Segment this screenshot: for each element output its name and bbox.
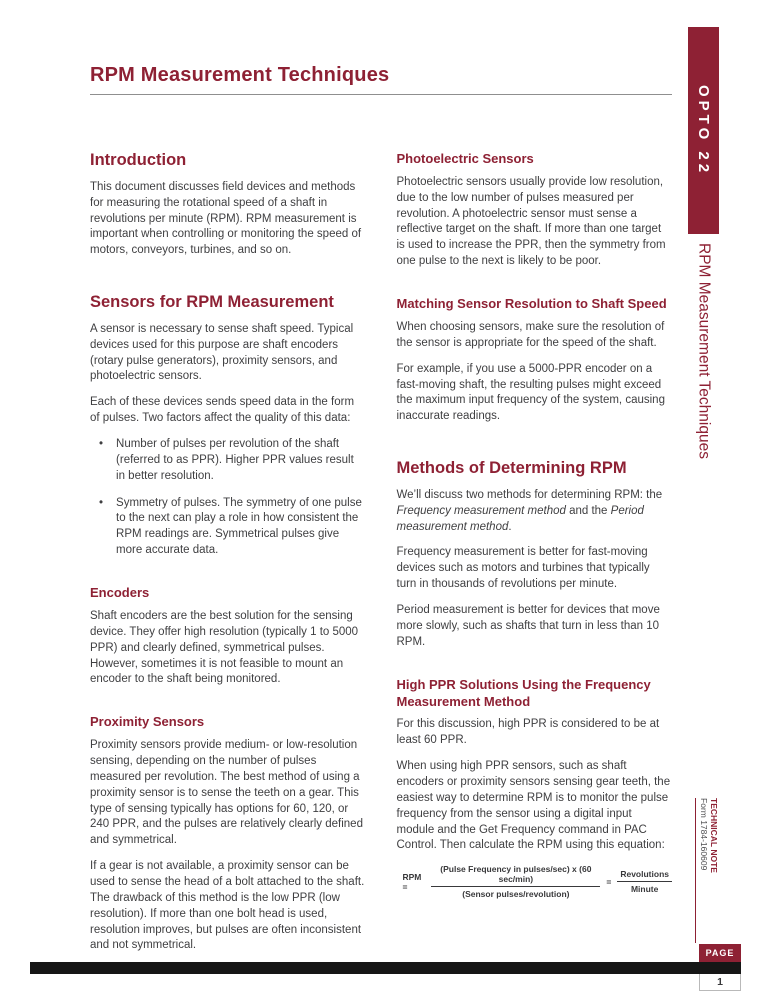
- page-title: RPM Measurement Techniques: [90, 64, 390, 86]
- section-heading: Introduction: [90, 151, 187, 169]
- equation-denominator: (Sensor pulses/revolution): [462, 889, 570, 900]
- paragraph: Each of these devices sends speed data in the form of pulses. Two factors affect the quality of this data:: [90, 396, 355, 425]
- text-segment: and the: [565, 504, 611, 517]
- section-heading: High PPR Solutions Using the Frequency Measurement Method: [396, 676, 651, 709]
- section-heading: Methods of Determining RPM: [396, 459, 627, 478]
- technical-note-label: TECHNICAL NOTE: [709, 798, 719, 873]
- section-matching-resolution: [397, 296, 673, 425]
- paragraph: For example, if you use a 5000-PPR encoder on a fast-moving shaft, the resulting pulses might exceed the maximum input frequency of the system, causing inaccurate readings.: [396, 362, 665, 423]
- section-high-ppr-solutions: [397, 677, 673, 900]
- title-rule: [90, 94, 672, 95]
- bullet-item: [99, 496, 366, 559]
- section-heading: Encoders: [90, 585, 150, 601]
- section-encoders: [90, 585, 366, 688]
- section-heading: Photoelectric Sensors: [396, 151, 534, 166]
- section-sensors: [90, 293, 366, 559]
- text-segment-italic: Period measurement method: [396, 504, 644, 533]
- two-column-layout: [90, 151, 672, 964]
- equation-fraction-1: [431, 864, 600, 899]
- paragraph: When choosing sensors, make sure the resolution of the sensor is appropriate for the speed of the shaft.: [396, 320, 665, 349]
- section-introduction: [90, 151, 366, 259]
- text-segment: .: [508, 520, 512, 533]
- paragraph-rich: [397, 488, 673, 536]
- paragraph: This document discusses field devices and methods for measuring the rotational speed of a shaft in revolutions per minute (RPM). RPM measurement is important when controlling or monitoring the speed of motors, conveyors, turbines, and so on.: [90, 180, 362, 257]
- rpm-equation: [403, 864, 673, 899]
- section-heading: Proximity Sensors: [90, 714, 205, 730]
- section-methods-of-determining-rpm: [397, 459, 673, 651]
- text-segment-italic: Frequency measurement method: [396, 504, 566, 517]
- paragraph: Shaft encoders are the best solution for the sensing device. They offer high resolution (typically 1 to 5000 PPR) and clearly defined, symmetrical pulses. However, sometimes it is not feasible to mount an encoder to the shaft being monitored.: [90, 609, 359, 686]
- footer-bar: [30, 962, 741, 974]
- column-left: [90, 151, 366, 964]
- opto22-logo: OPTO 22: [695, 84, 712, 177]
- equation-fraction-2: [617, 869, 672, 894]
- bullet-list: [90, 437, 366, 559]
- bullet-item: [99, 437, 366, 485]
- equation-numerator: Revolutions: [617, 869, 672, 882]
- paragraph: Frequency measurement is better for fast-moving devices such as motors and turbines that typically turn in thousands of revolutions per minute.: [396, 546, 650, 591]
- bullet-marker: •: [99, 438, 104, 451]
- paragraph: If a gear is not available, a proximity sensor can be used to sense the head of a bolt attached to the shaft. The drawback of this method is the low PPR (low resolution). If more than one bolt head is used, resolution improves, but pulses are often inconsistent and not symmetrical.: [90, 860, 365, 952]
- section-photoelectric-sensors: [397, 151, 673, 270]
- vertical-title-text: RPM Measurement Techniques: [695, 243, 713, 459]
- paragraph: Proximity sensors provide medium- or low-resolution sensing, depending on the number of pulses measured per revolution. The best method of using a proximity sensor is to sense the teeth on a gear. This type of sensing typically has options for 60, 120, or 240 PPR, and the pulses are relatively clearly defined and symmetrical.: [90, 739, 363, 847]
- bullet-text: Number of pulses per revolution of the shaft (referred to as PPR). Higher PPR values result in better resolution.: [116, 438, 354, 482]
- sidebar-vertical-title: [688, 243, 719, 573]
- equation-numerator: (Pulse Frequency in pulses/sec) x (60 sec/min): [431, 864, 600, 887]
- page-label-tab: PAGE: [699, 944, 741, 962]
- equation-equals: =: [606, 876, 612, 887]
- page-number-box: 1: [699, 974, 741, 991]
- column-right: [397, 151, 673, 964]
- paragraph: For this discussion, high PPR is considered to be at least 60 PPR.: [396, 718, 660, 747]
- paragraph: Period measurement is better for devices that move more slowly, such as shafts that turn in less than 10 RPM.: [396, 604, 660, 648]
- form-number: Form 1784-160609: [699, 798, 709, 871]
- bullet-text: Symmetry of pulses. The symmetry of one pulse to the next can play a role in how consistent the RPM readings are. Symmetrical pulses give more accurate data.: [116, 496, 362, 557]
- content-area: [90, 64, 672, 964]
- technical-note-block: [695, 798, 719, 943]
- bullet-marker: •: [99, 496, 104, 509]
- text-segment: We’ll discuss two methods for determining RPM: the: [396, 488, 663, 501]
- equation-denominator: Minute: [630, 884, 659, 895]
- section-proximity-sensors: [90, 714, 366, 954]
- section-heading: Sensors for RPM Measurement: [90, 293, 334, 312]
- paragraph: When using high PPR sensors, such as shaft encoders or proximity sensors sensing gear teeth, the easiest way to determine RPM is to monitor the pulse frequency from the sensor using a digital input module and the Get Frequency command in PAC Control. Then calculate the RPM using this equation:: [396, 760, 671, 852]
- section-heading: Matching Sensor Resolution to Shaft Speed: [396, 296, 667, 312]
- paragraph: Photoelectric sensors usually provide low resolution, due to the low number of pulses measured per revolution. A photoelectric sensor must sense a reflective target on the shaft. If more than one target is used to increase the PPR, then the symmetry from one pulse to the next is likely to be poor.: [396, 175, 666, 268]
- sidebar-brand-box: [688, 27, 719, 234]
- paragraph: A sensor is necessary to sense shaft speed. Typical devices used for this purpose are shaft encoders (rotary pulse generators), proximity sensors, and photoelectric sensors.: [90, 322, 354, 383]
- equation-lhs: RPM =: [402, 871, 422, 892]
